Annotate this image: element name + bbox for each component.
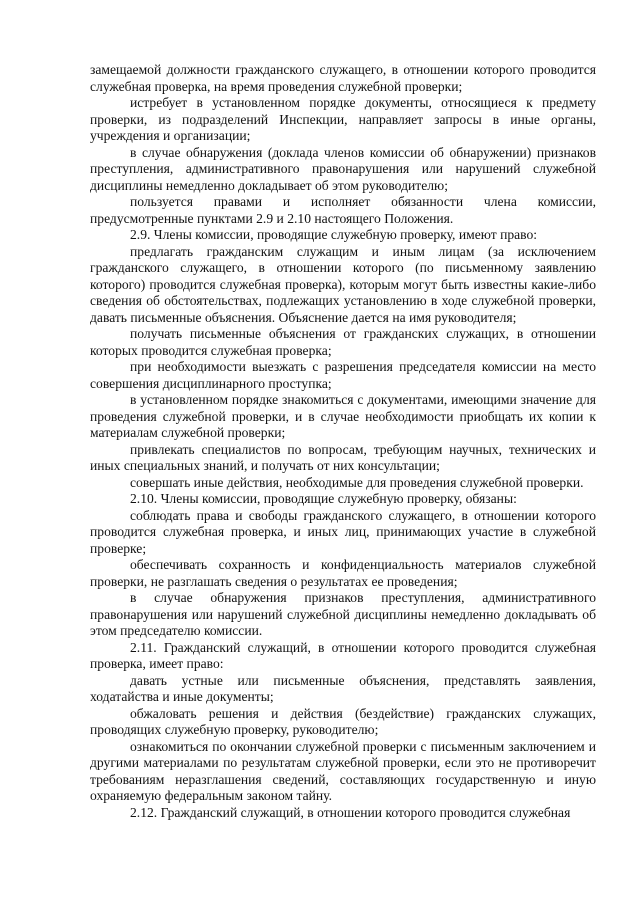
section-heading: 2.11. Гражданский служащий, в отношении которого проводится служебная проверка, имеет право:	[90, 639, 596, 671]
paragraph: при необходимости выезжать с разрешения председателя комиссии на место совершения дисциплинарного проступка;	[90, 359, 596, 391]
paragraph: предлагать гражданским служащим и иным лицам (за исключением гражданского служащего, в отношении которого (по письменному заявлению которого) проводится служебная проверка), которым могут быть известны какие-либо сведения об обстоятельствах, подлежащих установлению в ходе служебной проверки, давать письменные объяснения. Объяснение дается на имя руководителя;	[90, 243, 596, 325]
paragraph: в случае обнаружения (доклада членов комиссии об обнаружении) признаков преступления, административного правонарушения или нарушений служебной дисциплины немедленно докладывает об этом руководителю;	[90, 144, 596, 193]
paragraph: соблюдать права и свободы гражданского служащего, в отношении которого проводится служебная проверка, и иных лиц, принимающих участие в служебной проверке;	[90, 507, 596, 556]
paragraph: совершать иные действия, необходимые для проведения служебной проверки.	[130, 474, 584, 490]
paragraph: замещаемой должности гражданского служащего, в отношении которого проводится служебная проверка, на время проведения служебной проверки;	[90, 62, 596, 94]
section-heading: 2.9. Члены комиссии, проводящие служебную проверку, имеют право:	[130, 227, 538, 242]
section-heading: 2.12. Гражданский служащий, в отношении которого проводится служебная	[130, 804, 571, 820]
paragraph: истребует в установленном порядке документы, относящиеся к предмету проверки, из подразделений Инспекции, направляет запросы в иные органы, учреждения и организации;	[90, 95, 596, 143]
paragraph: в случае обнаружения признаков преступления, административного правонарушения или нарушений служебной дисциплины немедленно докладывать об этом председателю комиссии.	[90, 590, 596, 638]
paragraph: получать письменные объяснения от гражданских служащих, в отношении которых проводится служебная проверка;	[90, 326, 596, 358]
paragraph: ознакомиться по окончании служебной проверки с письменным заключением и другими материалами по результатам служебной проверки, если это не противоречит требованиям неразглашения сведений, составляющих государственную и иную охраняемую федеральным законом тайну.	[90, 738, 596, 803]
paragraph: пользуется правами и исполняет обязанности члена комиссии, предусмотренные пунктами 2.9 и 2.10 настоящего Положения.	[90, 194, 596, 226]
section-heading: 2.10. Члены комиссии, проводящие служебную проверку, обязаны:	[130, 491, 517, 506]
paragraph: в установленном порядке знакомиться с документами, имеющими значение для проведения служебной проверки, и в случае необходимости приобщать их копии к материалам служебной проверки;	[90, 392, 596, 440]
document-page	[90, 62, 596, 821]
paragraph: обеспечивать сохранность и конфиденциальность материалов служебной проверки, не разглашать сведения о результатах ее проведения;	[90, 557, 596, 589]
paragraph: обжаловать решения и действия (бездействие) гражданских служащих, проводящих служебную проверку, руководителю;	[90, 705, 596, 737]
paragraph: привлекать специалистов по вопросам, требующим научных, технических и иных специальных знаний, и получать от них консультации;	[90, 441, 596, 473]
paragraph: давать устные или письменные объяснения, представлять заявления, ходатайства и иные документы;	[90, 672, 596, 704]
